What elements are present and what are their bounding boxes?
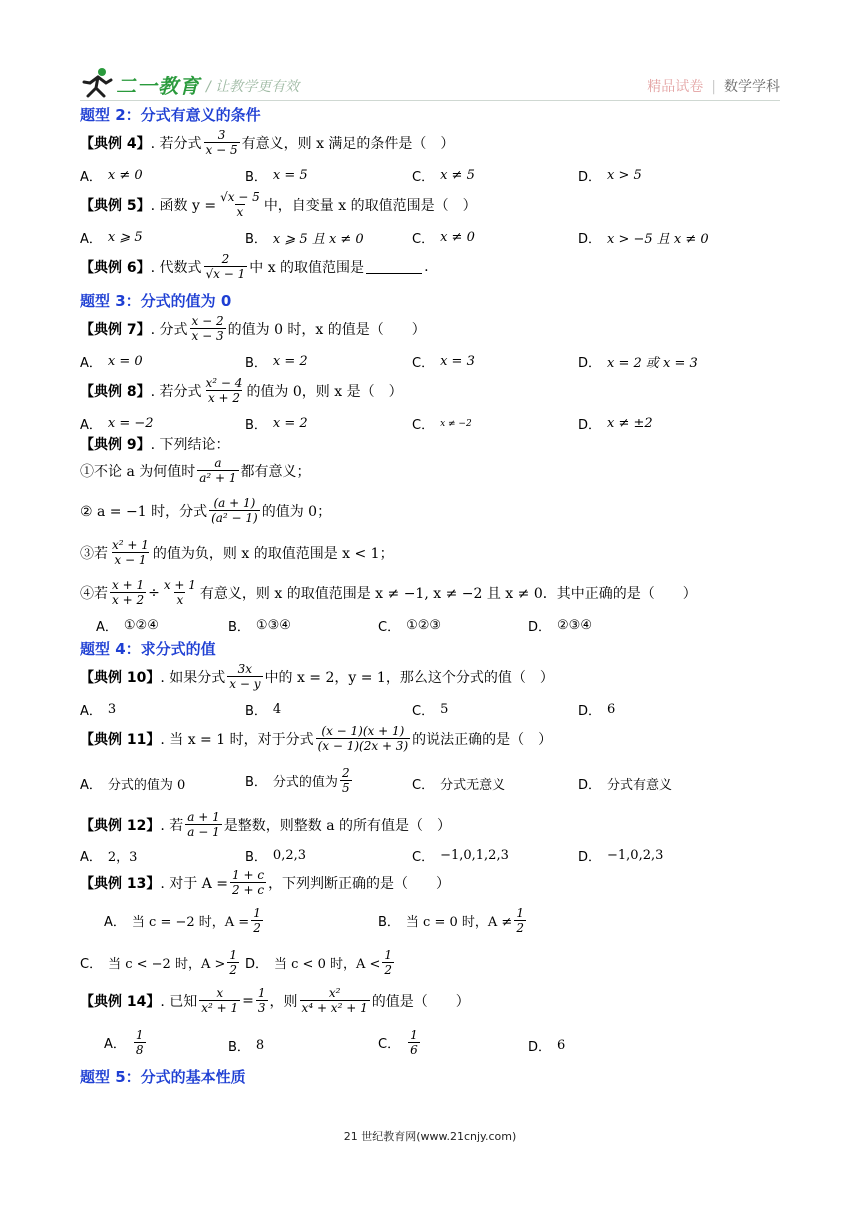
question-text: . 对于 A =: [160, 875, 229, 892]
option-text: ②③④: [557, 618, 592, 633]
denominator: 2: [516, 921, 524, 935]
numerator: a + 1: [187, 810, 220, 824]
statement-3: [80, 538, 394, 567]
option-text: x ≠ ±2: [607, 416, 653, 431]
question-text: . 分式: [150, 321, 188, 338]
page-header: [80, 64, 780, 104]
fraction: [300, 986, 370, 1015]
numerator: (a + 1): [213, 496, 256, 510]
numerator: 1: [229, 948, 237, 962]
statement-2: [80, 496, 331, 525]
option-letter: A．: [80, 850, 102, 865]
option-a[interactable]: [104, 1028, 148, 1057]
header-subject: [647, 76, 780, 96]
option-text: x = 2: [272, 416, 308, 431]
statement-1: [80, 456, 311, 485]
option-letter: A．: [80, 232, 102, 247]
option-text: x = 5: [272, 168, 308, 183]
denominator: 2: [384, 963, 393, 977]
denominator: x + 2: [112, 593, 145, 607]
option-text: x > 5: [607, 168, 642, 183]
denominator: a − 1: [187, 825, 220, 839]
example-14: [80, 986, 470, 1015]
option-d[interactable]: [578, 228, 709, 247]
option-text: 5: [440, 702, 449, 717]
option-d[interactable]: [528, 1036, 565, 1055]
option-c[interactable]: [412, 846, 509, 865]
option-a[interactable]: [96, 616, 159, 635]
option-text: 分式的值为 0: [107, 778, 186, 793]
option-text: 当 c < 0 时，A <: [274, 957, 381, 972]
option-letter: D．: [578, 418, 602, 433]
option-letter: B．: [245, 704, 267, 719]
option-letter: D．: [578, 778, 602, 793]
statement-text: ② a = −1 时，分式: [80, 503, 208, 520]
numerator: 2: [221, 252, 230, 266]
option-letter: B．: [378, 915, 400, 930]
example-4: [80, 128, 454, 157]
denominator: 5: [341, 781, 350, 795]
fraction: [227, 662, 262, 691]
denominator: x + 2: [207, 391, 241, 405]
question-text: . 下列结论：: [150, 437, 230, 453]
option-c[interactable]: [412, 414, 472, 433]
fraction: [197, 456, 238, 485]
option-b[interactable]: [378, 906, 528, 935]
fraction: [408, 1028, 420, 1057]
fraction: [204, 252, 248, 281]
option-text: x ≠ 0: [440, 230, 475, 245]
option-b[interactable]: [228, 616, 291, 635]
question-text: ，下列判断正确的是（ ）: [268, 875, 451, 892]
logo: [80, 64, 220, 104]
example-tag: 【典例 11】: [80, 731, 161, 748]
page-footer: 21 世纪教育网(www.21cnjy.com): [343, 1130, 517, 1143]
example-11: [80, 724, 552, 753]
option-letter: D．: [528, 620, 552, 635]
question-text: 的值为 0 时，x 的值是（ ）: [227, 321, 426, 338]
option-text: 8: [255, 1038, 265, 1053]
numerator: a: [214, 456, 222, 470]
denominator: x − 3: [191, 329, 224, 343]
example-tag: 【典例 12】: [80, 817, 161, 834]
option-d[interactable]: [578, 352, 698, 371]
option-text: 4: [272, 702, 282, 717]
example-tag: 【典例 14】: [80, 993, 161, 1010]
numerator: 1: [410, 1028, 418, 1042]
option-text: −1,0,1,2,3: [440, 848, 509, 863]
option-text: x ⩾ 5 且 x ≠ 0: [272, 232, 364, 247]
option-a[interactable]: [80, 352, 143, 371]
option-text: x ≠ −2: [440, 418, 472, 429]
numerator: 3: [217, 128, 226, 142]
question-text: . 若分式: [150, 383, 202, 400]
option-letter: C．: [378, 1037, 401, 1052]
question-text: 中的 x = 2，y = 1，那么这个分式的值（ ）: [264, 669, 554, 686]
option-letter: A．: [80, 356, 102, 371]
example-tag: 【典例 6】: [80, 259, 151, 276]
option-a[interactable]: [104, 906, 265, 935]
statement-text: ④若: [80, 585, 108, 602]
question-text: . 函数 y =: [150, 197, 217, 214]
option-letter: D．: [245, 957, 269, 972]
denominator: 3: [257, 1001, 266, 1015]
option-b[interactable]: [245, 414, 308, 433]
option-letter: B．: [228, 1040, 250, 1055]
option-c[interactable]: [412, 352, 475, 371]
denominator: 6: [410, 1043, 418, 1057]
question-text: . 若: [160, 817, 184, 834]
header-separator: |: [711, 79, 716, 95]
option-letter: B．: [245, 170, 267, 185]
option-text: 3: [107, 702, 117, 717]
option-c[interactable]: [378, 1028, 422, 1057]
option-letter: D．: [578, 232, 602, 247]
numerator: x − 2: [191, 314, 224, 328]
option-letter: D．: [578, 356, 602, 371]
option-letter: C．: [412, 356, 435, 371]
option-text: 6: [607, 702, 616, 717]
fraction: [218, 190, 262, 219]
denominator: x − y: [229, 677, 261, 691]
denominator: 2: [253, 921, 261, 935]
denominator: (x − 1)(2x + 3): [317, 739, 409, 753]
header-label-b: 数学学科: [724, 79, 780, 95]
denominator: (a² − 1): [211, 511, 258, 525]
header-label-a: 精品试卷: [647, 79, 704, 95]
numerator: 1: [516, 906, 524, 920]
fraction: [209, 496, 260, 525]
numerator: 1: [384, 948, 393, 962]
denominator: 2 + c: [232, 883, 265, 897]
question-text: 的值为 0，则 x 是（ ）: [246, 383, 403, 400]
numerator: 1 + c: [232, 868, 265, 882]
option-letter: A．: [104, 915, 126, 930]
question-text: 中 x 的取值范围是: [249, 259, 365, 276]
option-c[interactable]: [412, 700, 448, 719]
numerator: x + 1: [163, 578, 196, 592]
numerator: 2: [341, 766, 350, 780]
option-letter: B．: [245, 850, 267, 865]
runner-logo-icon: [80, 66, 114, 100]
example-10: [80, 662, 554, 691]
question-text: . 代数式: [150, 259, 202, 276]
numerator: 3x: [237, 662, 253, 676]
example-tag: 【典例 8】: [80, 383, 151, 400]
example-13: [80, 868, 450, 897]
option-c[interactable]: [80, 948, 241, 977]
example-tag: 【典例 4】: [80, 135, 151, 152]
numerator: x + 1: [112, 578, 145, 592]
option-letter: D．: [578, 850, 602, 865]
option-text: 当 c < −2 时，A >: [108, 957, 226, 972]
option-text: ①②③: [406, 618, 442, 633]
statement-4: [80, 578, 697, 607]
option-letter: B．: [228, 620, 250, 635]
fraction: [256, 986, 268, 1015]
option-b[interactable]: [245, 352, 308, 371]
section-heading-5: 题型 5：分式的基本性质: [80, 1068, 246, 1086]
option-text: 当 c = 0 时，A ≠: [405, 915, 513, 930]
fraction: [162, 578, 198, 607]
section-heading-2: 题型 2：分式有意义的条件: [80, 106, 261, 124]
option-a[interactable]: [80, 700, 116, 719]
example-tag: 【典例 13】: [80, 875, 161, 892]
numerator: x²: [328, 986, 341, 1000]
option-letter: A．: [96, 620, 118, 635]
option-d[interactable]: [578, 700, 615, 719]
question-text: 中，自变量 x 的取值范围是（ ）: [263, 197, 477, 214]
option-a[interactable]: [80, 846, 137, 865]
option-text: 2，3: [107, 850, 138, 865]
question-text: ，则: [269, 993, 298, 1010]
question-text: .: [424, 258, 429, 275]
denominator: x − 5: [205, 143, 238, 157]
option-letter: C．: [412, 170, 435, 185]
question-text: 是整数，则整数 a 的所有值是（ ）: [223, 817, 451, 834]
fraction: [134, 1028, 146, 1057]
option-b[interactable]: [245, 766, 354, 795]
option-letter: D．: [578, 704, 602, 719]
question-text: 有意义，则 x 满足的条件是（ ）: [241, 135, 455, 152]
option-letter: D．: [528, 1040, 552, 1055]
option-text: x = 0: [107, 354, 143, 369]
question-text: 的说法正确的是（ ）: [412, 731, 553, 748]
example-6: [80, 252, 429, 281]
fraction: [110, 578, 146, 607]
option-text: 0,2,3: [272, 848, 306, 863]
option-d[interactable]: [528, 616, 592, 635]
option-d[interactable]: [578, 166, 642, 185]
option-letter: C．: [378, 620, 401, 635]
option-c[interactable]: [412, 166, 475, 185]
fraction: [204, 376, 245, 405]
option-text: 6: [557, 1038, 566, 1053]
fraction: [185, 810, 221, 839]
option-text: 当 c = −2 时，A =: [131, 915, 250, 930]
option-text: x ⩾ 5: [107, 230, 143, 245]
example-7: [80, 314, 426, 343]
option-letter: C．: [412, 418, 435, 433]
option-letter: D．: [578, 170, 602, 185]
numerator: √x − 5: [220, 190, 260, 204]
option-text: x ≠ 5: [440, 168, 475, 183]
fraction: [204, 128, 240, 157]
fraction: [110, 538, 151, 567]
option-d[interactable]: [578, 846, 663, 865]
example-5: [80, 190, 477, 219]
example-9: [80, 434, 230, 454]
question-text: . 已知: [160, 993, 198, 1010]
option-a[interactable]: [80, 228, 143, 247]
logo-text: 二一教育: [116, 74, 200, 98]
numerator: (x − 1)(x + 1): [321, 724, 405, 738]
equals-sign: =: [242, 992, 254, 1009]
statement-text: 有意义，则 x 的取值范围是 x ≠ −1, x ≠ −2 且 x ≠ 0．其中正确的是（ ）: [199, 585, 697, 602]
fraction: [340, 766, 352, 795]
option-d[interactable]: [578, 774, 672, 793]
option-letter: A．: [104, 1037, 126, 1052]
example-tag: 【典例 10】: [80, 669, 161, 686]
statement-text: 的值为负，则 x 的取值范围是 x < 1；: [152, 545, 394, 562]
numerator: x: [216, 986, 224, 1000]
option-d[interactable]: [578, 414, 653, 433]
fraction: [382, 948, 394, 977]
numerator: 1: [135, 1028, 144, 1042]
numerator: 1: [253, 906, 261, 920]
fraction: [227, 948, 239, 977]
option-c[interactable]: [412, 228, 475, 247]
option-text: x > −5 且 x ≠ 0: [607, 232, 709, 247]
statement-text: 都有意义；: [240, 463, 311, 480]
fraction: [251, 906, 263, 935]
numerator: x² + 1: [112, 538, 149, 552]
option-letter: A．: [80, 418, 102, 433]
slogan: / 让教学更有效: [206, 79, 300, 95]
option-b[interactable]: [245, 700, 281, 719]
option-letter: A．: [80, 170, 102, 185]
option-a[interactable]: [80, 414, 154, 433]
statement-text: 的值为 0；: [261, 503, 332, 520]
option-b[interactable]: [245, 166, 308, 185]
option-text: x = −2: [107, 416, 154, 431]
example-12: [80, 810, 451, 839]
option-b[interactable]: [245, 846, 306, 865]
option-c[interactable]: [378, 616, 441, 635]
option-letter: A．: [80, 704, 102, 719]
option-b[interactable]: [228, 1036, 264, 1055]
option-text: −1,0,2,3: [607, 848, 664, 863]
option-letter: B．: [245, 356, 267, 371]
option-letter: B．: [245, 418, 267, 433]
denominator: 8: [135, 1043, 144, 1057]
numerator: x² − 4: [205, 376, 243, 390]
option-letter: B．: [245, 775, 267, 790]
option-text: x ≠ 0: [107, 168, 143, 183]
statement-text: ③若: [80, 545, 108, 562]
divide-sign: ÷: [148, 584, 160, 601]
option-letter: C．: [412, 850, 435, 865]
option-a[interactable]: [80, 166, 143, 185]
option-letter: C．: [80, 957, 103, 972]
option-d[interactable]: [245, 948, 396, 977]
option-text: x = 2 或 x = 3: [607, 356, 698, 371]
denominator: 2: [229, 963, 237, 977]
option-text: ①③④: [255, 618, 291, 633]
header-divider: [80, 100, 780, 101]
fraction: [514, 906, 526, 935]
example-tag: 【典例 9】: [80, 437, 151, 453]
option-text: 分式有意义: [607, 778, 673, 793]
question-text: . 若分式: [150, 135, 202, 152]
section-heading-4: 题型 4：求分式的值: [80, 640, 216, 658]
option-b[interactable]: [245, 228, 364, 247]
option-text: 分式的值为: [272, 775, 338, 790]
option-text: 分式无意义: [440, 778, 506, 793]
example-tag: 【典例 7】: [80, 321, 151, 338]
option-text: ①②④: [123, 618, 159, 633]
question-text: . 如果分式: [160, 669, 226, 686]
option-letter: A．: [80, 778, 102, 793]
fraction: [190, 314, 226, 343]
question-text: 的值是（ ）: [371, 993, 470, 1010]
statement-text: ①不论 a 为何值时: [80, 463, 196, 480]
answer-blank[interactable]: [366, 259, 422, 274]
option-c[interactable]: [412, 774, 505, 793]
denominator: x⁴ + x² + 1: [301, 1001, 368, 1015]
option-a[interactable]: [80, 774, 185, 793]
fraction: [316, 724, 411, 753]
option-letter: B．: [245, 232, 267, 247]
denominator: √x − 1: [205, 267, 246, 281]
option-text: x = 3: [440, 354, 475, 369]
fraction: [230, 868, 266, 897]
question-text: . 当 x = 1 时，对于分式: [160, 731, 314, 748]
denominator: x: [236, 205, 244, 219]
section-heading-3: 题型 3：分式的值为 0: [80, 292, 232, 310]
fraction: [199, 986, 240, 1015]
numerator: 1: [257, 986, 266, 1000]
option-text: x = 2: [272, 354, 308, 369]
example-8: [80, 376, 403, 405]
example-tag: 【典例 5】: [80, 197, 151, 214]
option-letter: C．: [412, 232, 435, 247]
option-letter: C．: [412, 704, 435, 719]
denominator: x: [176, 593, 184, 607]
denominator: x² + 1: [201, 1001, 239, 1015]
denominator: a² + 1: [199, 471, 237, 485]
denominator: x − 1: [114, 553, 147, 567]
option-letter: C．: [412, 778, 435, 793]
